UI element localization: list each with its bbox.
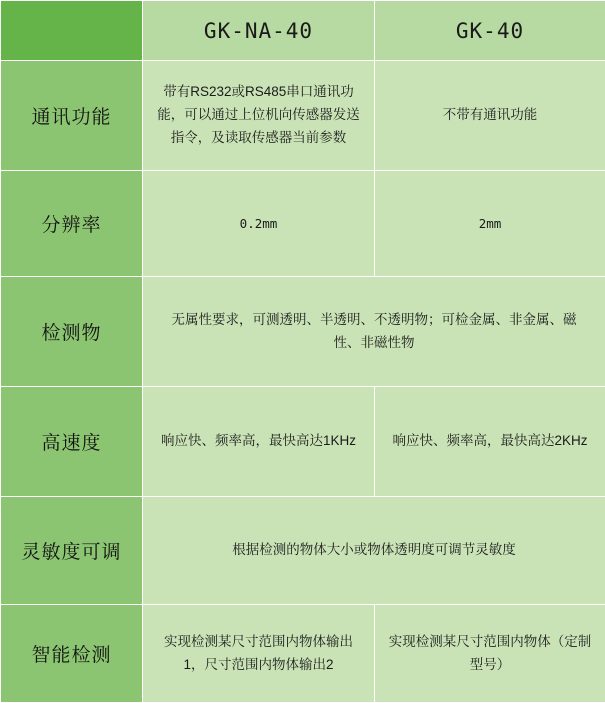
cell-text: 根据检测的物体大小或物体透明度可调节灵敏度 <box>169 539 579 562</box>
column-header-model-2: GK-40 <box>375 1 605 61</box>
row-label-resolution: 分辨率 <box>1 171 143 277</box>
cell-high-speed-model-1 <box>143 387 375 497</box>
cell-communication-model-1 <box>143 61 375 171</box>
cell-text: 不带有通讯功能 <box>388 104 593 127</box>
table-row <box>1 605 605 703</box>
cell-text: 无属性要求，可测透明、半透明、不透明物；可检金属、非金属、磁性、非磁性物 <box>169 309 579 355</box>
cell-detection-object-merged <box>143 277 605 387</box>
table-row <box>1 171 605 277</box>
cell-text: 响应快、频率高，最快高达2KHz <box>388 430 593 453</box>
table-row <box>1 61 605 171</box>
cell-resolution-model-2 <box>375 171 605 277</box>
cell-text: 实现检测某尺寸范围内物体（定制型号） <box>388 631 593 677</box>
column-header-model-1: GK-NA-40 <box>143 1 375 61</box>
table-row <box>1 387 605 497</box>
row-label-adjustable-sensitivity: 灵敏度可调 <box>1 497 143 605</box>
cell-communication-model-2 <box>375 61 605 171</box>
cell-text: 实现检测某尺寸范围内物体输出1，尺寸范围内物体输出2 <box>156 631 361 677</box>
table-row <box>1 497 605 605</box>
row-label-communication: 通讯功能 <box>1 61 143 171</box>
cell-text: 带有RS232或RS485串口通讯功能，可以通过上位机向传感器发送指令，及读取传感器当前参数 <box>156 81 361 150</box>
table-header-row <box>1 1 605 61</box>
cell-smart-detection-model-1 <box>143 605 375 703</box>
cell-text: 0.2mm <box>156 213 361 234</box>
cell-text: 响应快、频率高，最快高达1KHz <box>156 430 361 453</box>
cell-adjustable-sensitivity-merged <box>143 497 605 605</box>
cell-text: 2mm <box>388 213 593 234</box>
row-label-smart-detection: 智能检测 <box>1 605 143 703</box>
row-label-high-speed: 高速度 <box>1 387 143 497</box>
cell-smart-detection-model-2 <box>375 605 605 703</box>
cell-resolution-model-1 <box>143 171 375 277</box>
table-row <box>1 277 605 387</box>
cell-high-speed-model-2 <box>375 387 605 497</box>
row-label-detection-object: 检测物 <box>1 277 143 387</box>
table-corner-cell <box>1 1 143 61</box>
